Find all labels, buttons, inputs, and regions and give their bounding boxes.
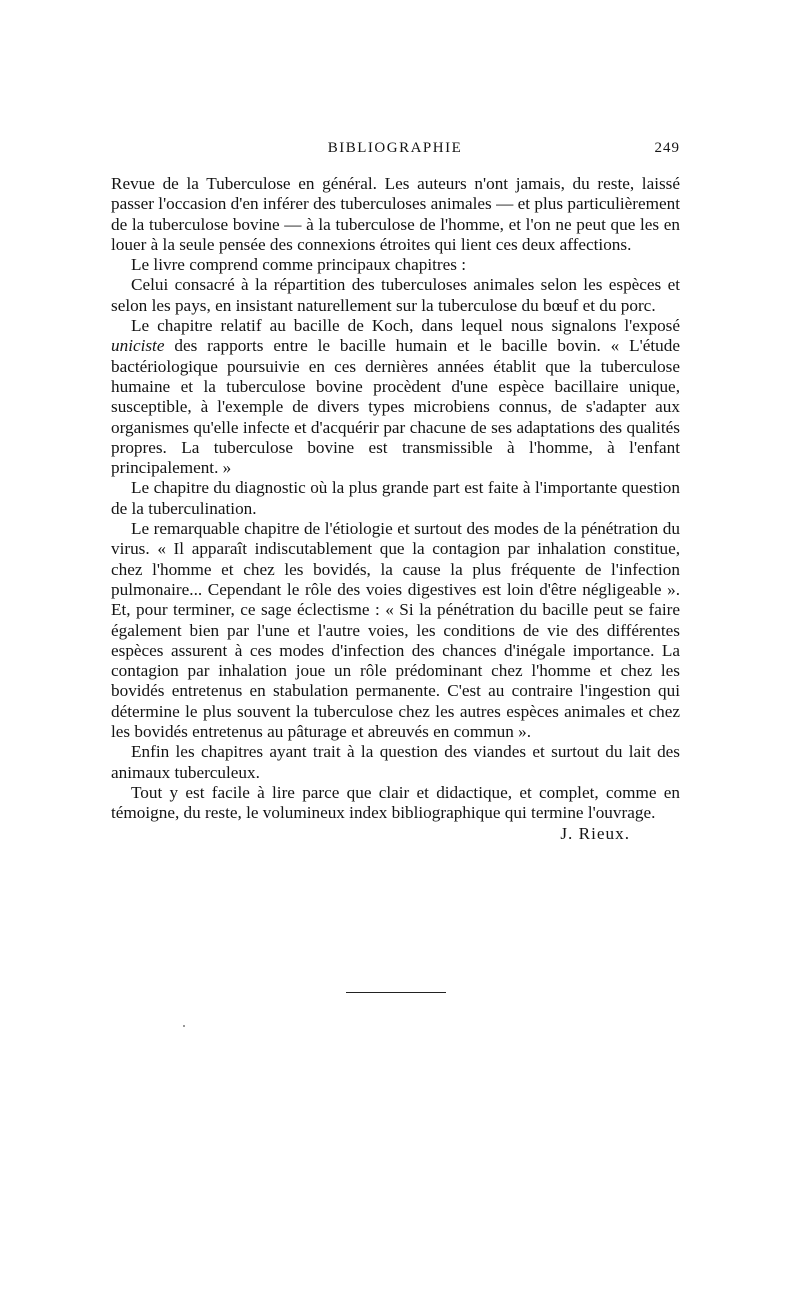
paragraph-bacille-koch [111,316,680,478]
paragraph-chapters-intro [111,255,680,275]
paragraph-text: Le remarquable chapitre de l'étiologie et surtout des modes de la pénétration du virus. « Il apparaît indiscutablement que la contagion par inhalation constitue, chez l'homme et chez les bovidés, la cause la plus fréquente de l'infection pulmonaire... Cependant le rôle des voies digestives est loin d'être négligeable ». Et, pour terminer, ce sage éclectisme : « Si la pénétration du bacille peut se faire également bien par l'une et l'autre voies, les conditions de vie des différentes espèces assurent à ces modes d'infection des chances d'inégale importance. La contagion par inhalation joue un rôle prédominant chez l'homme et chez les bovidés entretenus en stabulation permanente. C'est au contraire l'ingestion qui détermine le plus souvent la tuberculose chez les autres espèces animales et chez les bovidés entretenus au pâturage et abreuvés en commun ». [111,519,680,742]
paragraph-intro-continuation [111,174,680,255]
paragraph-text: Tout y est facile à lire parce que clair et didactique, et complet, comme en témoigne, du reste, le volumineux index bibliographique qui termine l'ouvrage. [111,782,680,823]
running-head [110,140,680,162]
paragraph-text: Le chapitre du diagnostic où la plus grande part est faite à l'importante question de la tuberculination. [111,478,680,518]
paragraph-text: des rapports entre le bacille humain et le bacille bovin. « L'étude bactériologique poursuivie en ces dernières années établit que la tuberculose humaine et la tuberculose bovine procèdent d'une espèce bacillaire unique, susceptible, à l'exemple de divers types microbiens connus, de s'adapter aux organismes qu'elle infecte et d'acquérir par chacune de ses adaptations des qualités propres. La tuberculose bovine est transmissible à l'homme, à l'enfant principalement. » [111,336,680,478]
paragraph-viandes-lait [111,742,680,783]
paragraph-text: Enfin les chapitres ayant trait à la question des viandes et surtout du lait des animaux tuberculeux. [111,742,680,782]
paragraph-text: Celui consacré à la répartition des tuberculoses animales selon les espèces et selon les pays, en insistant naturellement sur la tuberculose du bœuf et du porc. [111,275,680,315]
print-speck [183,1025,185,1027]
paragraph-diagnostic [111,478,680,519]
body-text [111,174,680,844]
page-number: 249 [654,140,680,156]
section-end-rule [346,992,446,993]
paragraph-conclusion [111,782,680,843]
paragraph-repartition [111,275,680,316]
paragraph-text: Le livre comprend comme principaux chapitres : [131,255,467,275]
author-signature: J. Rieux. [560,823,630,843]
paragraph-etiologie [111,519,680,742]
italic-term: uniciste [111,336,165,356]
paragraph-text: Revue de la Tuberculose en général. Les auteurs n'ont jamais, du reste, laissé passer l'occasion d'en inférer des tuberculoses animales — et plus particulièrement de la tuberculose bovine — à la tuberculose de l'homme, et l'on ne peut que les en louer à la seule pensée des connexions étroites qui lient ces deux affections. [111,174,680,254]
paragraph-text: Le chapitre relatif au bacille de Koch, dans lequel nous signalons l'exposé [131,316,680,336]
running-title: BIBLIOGRAPHIE [327,140,463,156]
